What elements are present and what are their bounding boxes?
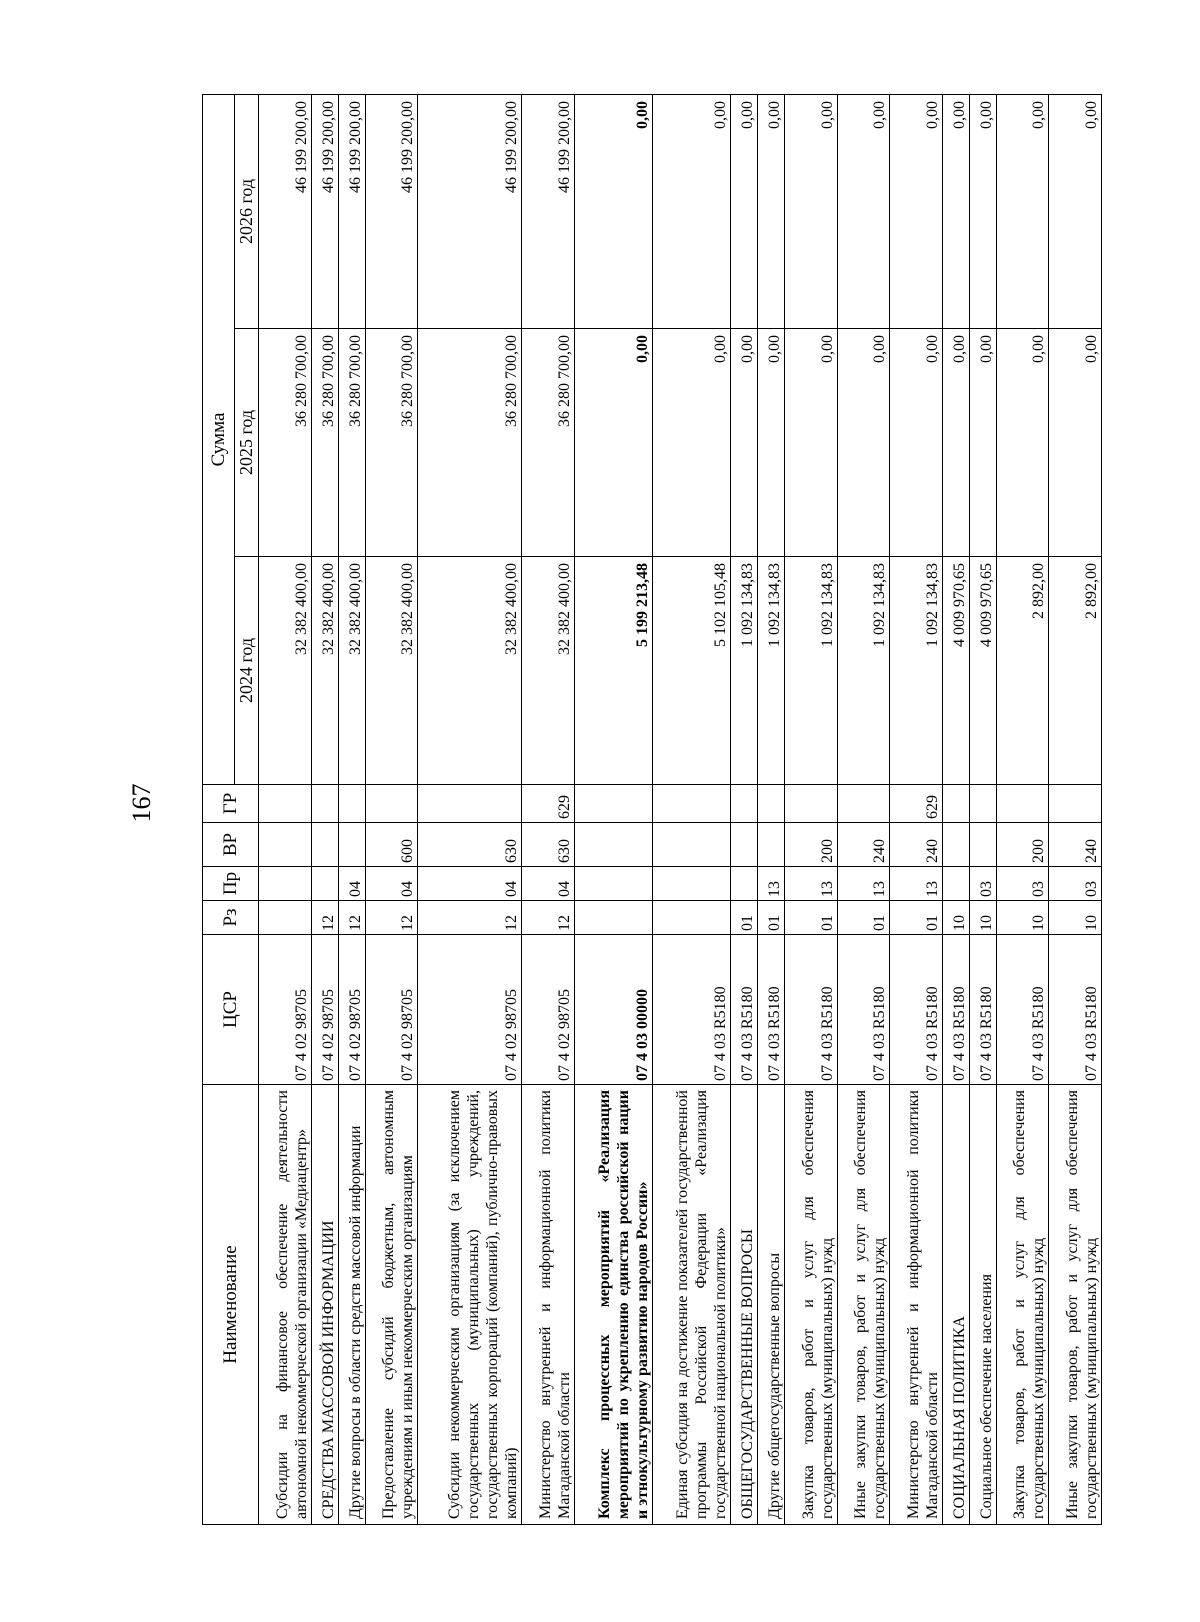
cell-2025: 0,00 [942,329,969,557]
cell-name: Иные закупки товаров, работ и услуг для обеспечения государственных (муниципальных) нужд [837,1085,890,1525]
cell-rz [259,901,312,935]
cell-2026: 0,00 [574,95,652,329]
cell-pr [942,867,969,901]
cell-rz [652,901,730,935]
cell-vr [969,823,996,867]
table-row [731,95,758,1525]
cell-csr: 07 4 03 R5180 [731,935,758,1085]
cell-2026: 46 199 200,00 [338,95,365,329]
cell-vr [574,823,652,867]
cell-csr: 07 4 03 R5180 [837,935,890,1085]
cell-csr: 07 4 02 98705 [418,935,522,1085]
cell-rz: 01 [837,901,890,935]
cell-pr: 13 [890,867,943,901]
cell-gr [996,785,1049,823]
cell-2024: 32 382 400,00 [365,557,418,785]
table-row [942,95,969,1525]
cell-rz: 12 [521,901,574,935]
cell-name: СРЕДСТВА МАССОВОЙ ИНФОРМАЦИИ [311,1085,338,1525]
table-row [996,95,1049,1525]
cell-name: Предоставление субсидий бюджетным, автономным учреждениям и иным некоммерческим организациям [365,1085,418,1525]
cell-rz: 01 [731,901,758,935]
cell-vr: 240 [890,823,943,867]
cell-2025: 36 280 700,00 [521,329,574,557]
cell-2024: 32 382 400,00 [311,557,338,785]
cell-2025: 0,00 [757,329,784,557]
cell-pr: 13 [784,867,837,901]
cell-vr [942,823,969,867]
cell-2026: 0,00 [837,95,890,329]
cell-name: Закупка товаров, работ и услуг для обеспечения государственных (муниципальных) нужд [996,1085,1049,1525]
cell-gr: 629 [521,785,574,823]
cell-2026: 0,00 [1049,95,1102,329]
cell-rz: 12 [311,901,338,935]
cell-gr [311,785,338,823]
cell-vr [259,823,312,867]
cell-2024: 1 092 134,83 [784,557,837,785]
table-row [969,95,996,1525]
cell-2025: 0,00 [731,329,758,557]
cell-pr: 04 [365,867,418,901]
cell-gr [574,785,652,823]
cell-pr: 03 [996,867,1049,901]
cell-2025: 36 280 700,00 [259,329,312,557]
cell-gr [418,785,522,823]
table-row [311,95,338,1525]
cell-gr [784,785,837,823]
cell-vr: 200 [784,823,837,867]
table-row [890,95,943,1525]
cell-gr [969,785,996,823]
cell-vr: 600 [365,823,418,867]
cell-rz: 01 [757,901,784,935]
cell-rz: 10 [969,901,996,935]
cell-2024: 4 009 970,65 [969,557,996,785]
cell-vr [652,823,730,867]
cell-2024: 1 092 134,83 [757,557,784,785]
cell-2026: 46 199 200,00 [259,95,312,329]
cell-vr [311,823,338,867]
cell-vr [731,823,758,867]
cell-rz [574,901,652,935]
cell-2024: 5 199 213,48 [574,557,652,785]
cell-csr: 07 4 03 R5180 [784,935,837,1085]
cell-name: Министерство внутренней и информационной политики Магаданской области [890,1085,943,1525]
cell-2025: 36 280 700,00 [338,329,365,557]
cell-csr: 07 4 02 98705 [521,935,574,1085]
cell-2026: 0,00 [784,95,837,329]
cell-name: Комплекс процессных мероприятий «Реализация мероприятий по укреплению единства российской нации и этнокультурному развитию народов России» [574,1085,652,1525]
cell-csr: 07 4 03 R5180 [757,935,784,1085]
cell-2026: 0,00 [942,95,969,329]
cell-gr [731,785,758,823]
cell-vr: 240 [1049,823,1102,867]
cell-vr: 240 [837,823,890,867]
table-body [259,95,1102,1525]
cell-pr [311,867,338,901]
header-name: Наименование [203,1085,259,1525]
cell-vr [338,823,365,867]
cell-2024: 32 382 400,00 [521,557,574,785]
cell-gr [652,785,730,823]
cell-2026: 0,00 [890,95,943,329]
cell-2024: 2 892,00 [996,557,1049,785]
budget-table [202,94,1102,1525]
cell-rz: 01 [890,901,943,935]
cell-gr [259,785,312,823]
cell-gr [757,785,784,823]
cell-pr: 13 [837,867,890,901]
cell-2026: 46 199 200,00 [311,95,338,329]
cell-2024: 32 382 400,00 [338,557,365,785]
cell-name: Субсидии некоммерческим организациям (за исключением государственных (муниципальных) учреждений, государственных корпораций (компаний), публично-правовых компаний) [418,1085,522,1525]
cell-name: СОЦИАЛЬНАЯ ПОЛИТИКА [942,1085,969,1525]
cell-gr [338,785,365,823]
cell-2024: 32 382 400,00 [259,557,312,785]
cell-2025: 0,00 [837,329,890,557]
cell-rz: 10 [942,901,969,935]
header-csr: ЦСР [203,935,259,1085]
table-header [203,95,259,1525]
cell-csr: 07 4 03 R5180 [969,935,996,1085]
cell-2024: 32 382 400,00 [418,557,522,785]
cell-pr: 13 [757,867,784,901]
cell-pr: 03 [969,867,996,901]
cell-pr: 04 [338,867,365,901]
table-row [418,95,522,1525]
cell-gr [837,785,890,823]
header-year-2024: 2024 год [235,557,259,785]
table-row [338,95,365,1525]
cell-vr: 630 [521,823,574,867]
header-gr: ГР [203,785,259,823]
cell-name: Закупка товаров, работ и услуг для обеспечения государственных (муниципальных) нужд [784,1085,837,1525]
cell-pr [259,867,312,901]
page-number: 167 [127,783,156,823]
cell-2026: 0,00 [757,95,784,329]
cell-rz: 12 [338,901,365,935]
cell-gr [942,785,969,823]
table-row [652,95,730,1525]
cell-pr: 04 [521,867,574,901]
header-rz: Рз [203,901,259,935]
cell-2025: 36 280 700,00 [418,329,522,557]
cell-pr: 04 [418,867,522,901]
cell-gr [1049,785,1102,823]
table-row [365,95,418,1525]
cell-pr: 03 [1049,867,1102,901]
cell-2025: 0,00 [1049,329,1102,557]
cell-name: Иные закупки товаров, работ и услуг для обеспечения государственных (муниципальных) нужд [1049,1085,1102,1525]
cell-2026: 0,00 [969,95,996,329]
cell-2024: 4 009 970,65 [942,557,969,785]
header-year-2025: 2025 год [235,329,259,557]
cell-rz: 12 [365,901,418,935]
cell-name: ОБЩЕГОСУДАРСТВЕННЫЕ ВОПРОСЫ [731,1085,758,1525]
table-row [259,95,312,1525]
cell-pr [574,867,652,901]
cell-rz: 10 [1049,901,1102,935]
cell-gr [365,785,418,823]
table-row [837,95,890,1525]
cell-pr [731,867,758,901]
cell-2024: 5 102 105,48 [652,557,730,785]
header-vr: ВР [203,823,259,867]
cell-csr: 07 4 03 R5180 [652,935,730,1085]
cell-gr: 629 [890,785,943,823]
cell-2026: 46 199 200,00 [521,95,574,329]
cell-name: Министерство внутренней и информационной политики Магаданской области [521,1085,574,1525]
cell-2026: 46 199 200,00 [418,95,522,329]
cell-name: Единая субсидия на достижение показателей государственной программы Российской Федерации «Реализация государственной национальной политики» [652,1085,730,1525]
cell-vr: 630 [418,823,522,867]
cell-2025: 0,00 [969,329,996,557]
header-sum: Сумма [203,95,235,785]
cell-name: Другие вопросы в области средств массовой информации [338,1085,365,1525]
cell-2026: 46 199 200,00 [365,95,418,329]
cell-2024: 1 092 134,83 [890,557,943,785]
cell-2025: 0,00 [574,329,652,557]
cell-2025: 0,00 [996,329,1049,557]
table-row [574,95,652,1525]
cell-2026: 0,00 [996,95,1049,329]
table-row [784,95,837,1525]
cell-pr [652,867,730,901]
cell-csr: 07 4 03 R5180 [996,935,1049,1085]
cell-name: Субсидии на финансовое обеспечение деятельности автономной некоммерческой организации «Медиацентр» [259,1085,312,1525]
cell-rz: 12 [418,901,522,935]
header-year-2026: 2026 год [235,95,259,329]
cell-csr: 07 4 03 R5180 [890,935,943,1085]
cell-vr [757,823,784,867]
table-row [521,95,574,1525]
header-pr: Пр [203,867,259,901]
cell-csr: 07 4 02 98705 [311,935,338,1085]
cell-2024: 2 892,00 [1049,557,1102,785]
cell-csr: 07 4 02 98705 [338,935,365,1085]
budget-table-container [202,95,1102,1525]
cell-2025: 36 280 700,00 [311,329,338,557]
cell-rz: 01 [784,901,837,935]
table-row [757,95,784,1525]
cell-csr: 07 4 03 R5180 [1049,935,1102,1085]
cell-csr: 07 4 03 00000 [574,935,652,1085]
cell-csr: 07 4 02 98705 [259,935,312,1085]
cell-2024: 1 092 134,83 [731,557,758,785]
cell-2025: 0,00 [890,329,943,557]
cell-name: Другие общегосударственные вопросы [757,1085,784,1525]
table-row [1049,95,1102,1525]
cell-csr: 07 4 02 98705 [365,935,418,1085]
cell-2025: 36 280 700,00 [365,329,418,557]
cell-vr: 200 [996,823,1049,867]
cell-csr: 07 4 03 R5180 [942,935,969,1085]
cell-rz: 10 [996,901,1049,935]
cell-2026: 0,00 [652,95,730,329]
cell-2024: 1 092 134,83 [837,557,890,785]
cell-2025: 0,00 [784,329,837,557]
cell-2025: 0,00 [652,329,730,557]
cell-2026: 0,00 [731,95,758,329]
cell-name: Социальное обеспечение населения [969,1085,996,1525]
